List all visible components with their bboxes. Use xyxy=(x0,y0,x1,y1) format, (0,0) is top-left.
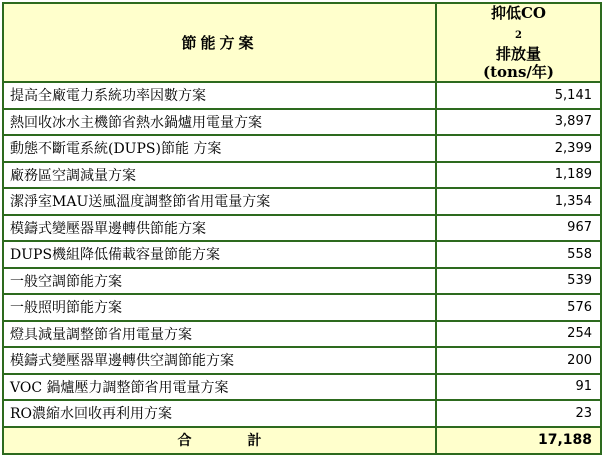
co2-reduction-cell: 2,399 xyxy=(436,135,601,162)
table-row xyxy=(3,135,601,162)
co2-header-unit: (tons/年) xyxy=(483,63,554,81)
plan-name-cell: 熱回收冰水主機節省熱水鍋爐用電量方案 xyxy=(3,109,436,136)
co2-reduction-cell: 558 xyxy=(436,241,601,268)
table-row xyxy=(3,321,601,348)
plan-name-cell: 廠務區空調減量方案 xyxy=(3,162,436,189)
table-row xyxy=(3,374,601,401)
table-row xyxy=(3,82,601,109)
plan-name-cell: 模鑄式變壓器單邊轉供空調節能方案 xyxy=(3,347,436,374)
table-row xyxy=(3,241,601,268)
plan-name-cell: 潔淨室MAU送風溫度調整節省用電量方案 xyxy=(3,188,436,215)
co2-reduction-cell: 539 xyxy=(436,268,601,295)
total-row xyxy=(3,427,601,454)
plan-name-cell: 提高全廠電力系統功率因數方案 xyxy=(3,82,436,109)
co2-reduction-cell: 1,189 xyxy=(436,162,601,189)
plan-name-cell: RO濃縮水回收再利用方案 xyxy=(3,400,436,427)
plan-name-cell: 一般空調節能方案 xyxy=(3,268,436,295)
total-label: 合 計 xyxy=(3,427,436,454)
energy-saving-table xyxy=(2,2,602,455)
co2-reduction-cell: 5,141 xyxy=(436,82,601,109)
co2-reduction-cell: 91 xyxy=(436,374,601,401)
table-row xyxy=(3,162,601,189)
co2-reduction-cell: 1,354 xyxy=(436,188,601,215)
co2-reduction-cell: 200 xyxy=(436,347,601,374)
co2-reduction-cell: 576 xyxy=(436,294,601,321)
column-header-co2-reduction xyxy=(436,3,601,82)
plan-name-cell: VOC 鍋爐壓力調整節省用電量方案 xyxy=(3,374,436,401)
column-header-plan: 節能方案 xyxy=(3,3,436,82)
table-row xyxy=(3,188,601,215)
co2-reduction-cell: 254 xyxy=(436,321,601,348)
table-row xyxy=(3,294,601,321)
co2-reduction-cell: 967 xyxy=(436,215,601,242)
table-row xyxy=(3,347,601,374)
co2-header-label: 抑低CO $_2$ 排放量 xyxy=(490,4,546,63)
table-header-row xyxy=(3,3,601,82)
table-row xyxy=(3,109,601,136)
table-row xyxy=(3,400,601,427)
plan-name-cell: 模鑄式變壓器單邊轉供節能方案 xyxy=(3,215,436,242)
plan-name-cell: 動態不斷電系統(DUPS)節能 方案 xyxy=(3,135,436,162)
co2-reduction-cell: 3,897 xyxy=(436,109,601,136)
plan-name-cell: 燈具減量調整節省用電量方案 xyxy=(3,321,436,348)
total-value: 17,188 xyxy=(436,427,601,454)
co2-reduction-cell: 23 xyxy=(436,400,601,427)
table-row xyxy=(3,268,601,295)
plan-name-cell: DUPS機組降低備載容量節能方案 xyxy=(3,241,436,268)
plan-name-cell: 一般照明節能方案 xyxy=(3,294,436,321)
table-row xyxy=(3,215,601,242)
